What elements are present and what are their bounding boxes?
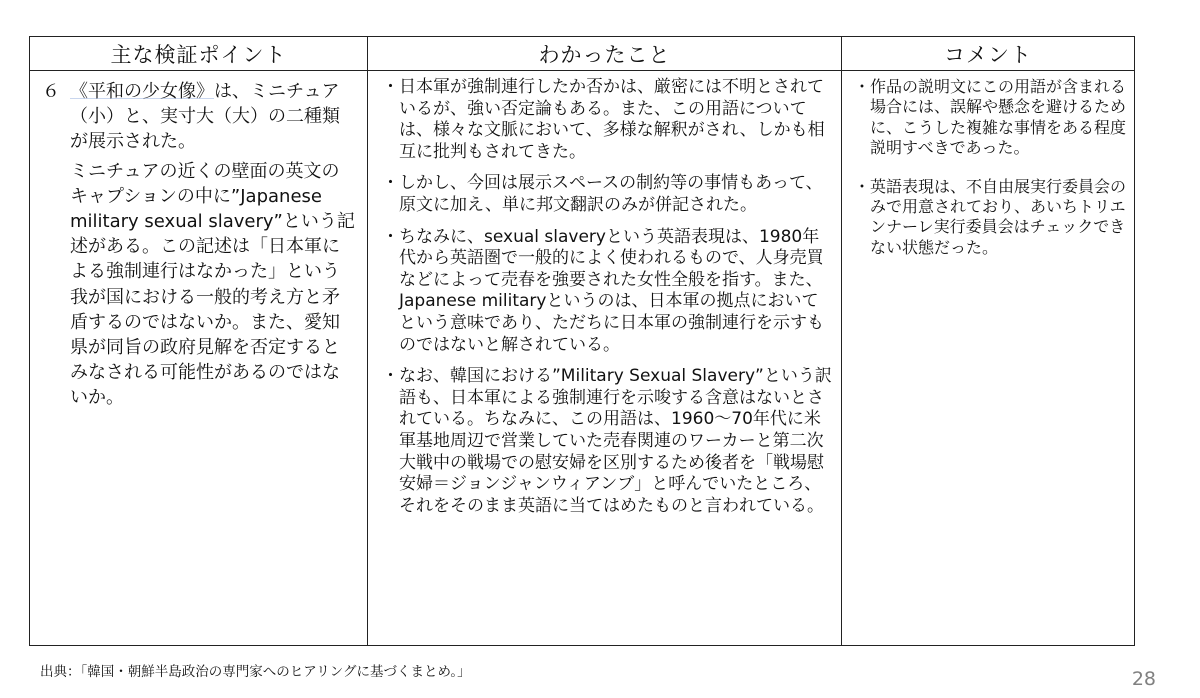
point-artwork-title: 《平和の少女像》 [70, 81, 214, 102]
comment-text: 作品の説明文にこの用語が含まれる場合には、誤解や懸念を避けるために、こうした複雑な事情をある程度説明すべきであった。 [870, 77, 1127, 158]
finding-item [382, 77, 835, 163]
source-note: 出典：「韓国・朝鮮半島政治の専門家へのヒアリングに基づくまとめ。」 [40, 664, 471, 680]
bullet-mark: ・ [382, 366, 399, 387]
verification-point [42, 79, 357, 415]
finding-text: なお、韓国における”Military Sexual Slavery”という訳語も、日本軍による強制連行を示唆する含意はないとされている。ちなみに、この用語は、1960～70年代に米軍基地周辺で営業していた売春関連のワーカーと第二次大戦中の戦場での慰安婦を区別するため後者を「戦場慰安婦＝ジョンジャンウィアンブ」と呼んでいたところ、それをそのまま英語に当てはめたものと言われている。 [399, 366, 832, 516]
verification-table [29, 36, 1135, 646]
bullet-mark: ・ [854, 176, 871, 196]
bullet-mark: ・ [382, 226, 399, 247]
finding-item [382, 366, 835, 517]
point-number: ６ [42, 81, 60, 102]
comment-item [854, 77, 1132, 159]
bullet-mark: ・ [382, 77, 399, 97]
findings-cell [367, 71, 841, 645]
comment-item [854, 177, 1132, 259]
finding-item [382, 173, 835, 216]
point-paragraph-text: は、ミニチュア（小）と、実寸大（大）の二種類が展示された。 [70, 81, 340, 153]
finding-text: ちなみに、sexual slaveryという英語表現は、1980年代から英語圏で一般的によく使われるもので、人身売買などによって売春を強要された女性全般を指す。また、Japanese militaryというのは、日本軍の拠点においてという意味であり、ただちに日本軍の強制連行を示すものではないと解されている。 [399, 226, 824, 355]
header-findings: わかったこと [367, 37, 841, 71]
finding-text: 日本軍が強制連行したか否かは、厳密には不明とされているが、強い否定論もある。また、この用語については、様々な文脈において、多様な解釈がされ、しかも相互に批判もされてきた。 [399, 77, 825, 162]
bullet-mark: ・ [382, 173, 399, 194]
header-verification-points: 主な検証ポイント [30, 37, 367, 71]
point-paragraph: ミニチュアの近くの壁面の英文のキャプションの中に”Japanese military sexual slavery”という記述がある。この記述は「日本軍による強制連行はなかった」という我が国における一般的考え方と矛盾するのではないか。また、愛知県が同旨の政府見解を否定するとみなされる可能性があるのではないか。 [70, 160, 355, 409]
page-number: 28 [1131, 668, 1156, 690]
comments-cell [841, 71, 1134, 645]
finding-item [382, 227, 835, 357]
verification-point-cell [30, 71, 367, 645]
comment-text: 英語表現は、不自由展実行委員会のみで用意されており、あいちトリエンナーレ実行委員会はチェックできない状態だった。 [870, 176, 1127, 257]
bullet-mark: ・ [854, 77, 871, 96]
header-comments: コメント [841, 37, 1134, 71]
point-paragraph [70, 79, 357, 155]
finding-text: しかし、今回は展示スペースの制約等の事情もあって、原文に加え、単に邦文翻訳のみが併記された。 [399, 173, 823, 215]
